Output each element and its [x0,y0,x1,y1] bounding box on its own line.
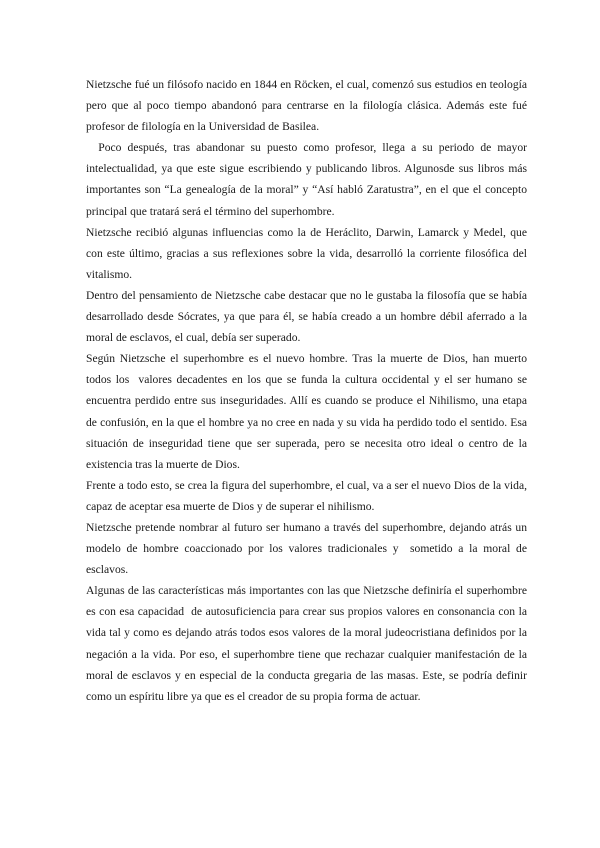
paragraph-superman-figure: Frente a todo esto, se crea la figura del superhombre, el cual, va a ser el nuevo Dios de la vida, capaz de aceptar esa muerte de Dios y de superar el nihilismo. [86,478,527,513]
paragraph-death-of-god: Según Nietzsche el superhombre es el nuevo hombre. Tras la muerte de Dios, han muerto todos los valores decadentes en los que se funda la cultura occidental y el ser humano se encuentra perdido entre sus inseguridades. Allí es cuando se produce el Nihilismo, una etapa de confusión, en la que el hombre ya no cree en nada y su vida ha perdido todo el sentido. Esa situación de inseguridad tiene que ser superada, pero se necesita otro ideal o centro de la existencia tras la muerte de Dios. [86,352,527,471]
paragraph-future-human: Nietzsche pretende nombrar al futuro ser humano a través del superhombre, dejando atrás un modelo de hombre coaccionado por los valores tradicionales y sometido a la moral de esclavos. [86,520,527,577]
paragraph-intellectual-period: Poco después, tras abandonar su puesto como profesor, llega a su periodo de mayor intelectualidad, ya que este sigue escribiendo y publicando libros. Algunosde sus libros más importantes son “La genealogía de la moral” y “Así habló Zaratustra”, en el que el concepto principal que tratará será el término del superhombre. [86,141,527,218]
paragraph-characteristics: Algunas de las características más importantes con las que Nietzsche definiría el superhombre es con esa capacidad de autosuficiencia para crear sus propios valores en consonancia con la vida tal y como es dejando atrás todos esos valores de la moral judeocristiana definidos por la negación a la vida. Por eso, el superhombre tiene que rechazar cualquier manifestación de la moral de esclavos y en especial de la conducta gregaria de las masas. Este, se podría definir como un espíritu libre ya que es el creador de su propia forma de actuar. [86,584,527,703]
paragraph-influences: Nietzsche recibió algunas influencias como la de Heráclito, Darwin, Lamarck y Medel, que con este último, gracias a sus reflexiones sobre la vida, desarrolló la corriente filosófica del vitalismo. [86,225,527,281]
paragraph-nietzsche-intro: Nietzsche fué un filósofo nacido en 1844 en Röcken, el cual, comenzó sus estudios en teología pero que al poco tiempo abandonó para centrarse en la filología clásica. Además este fué profesor de filología en la Universidad de Basilea. [86,78,527,134]
paragraph-socrates-critique: Dentro del pensamiento de Nietzsche cabe destacar que no le gustaba la filosofía que se había desarrollado desde Sócrates, ya que para él, se había creado a un hombre débil aferrado a la moral de esclavos, el cual, debía ser superado. [86,288,527,345]
document-body [86,74,527,707]
